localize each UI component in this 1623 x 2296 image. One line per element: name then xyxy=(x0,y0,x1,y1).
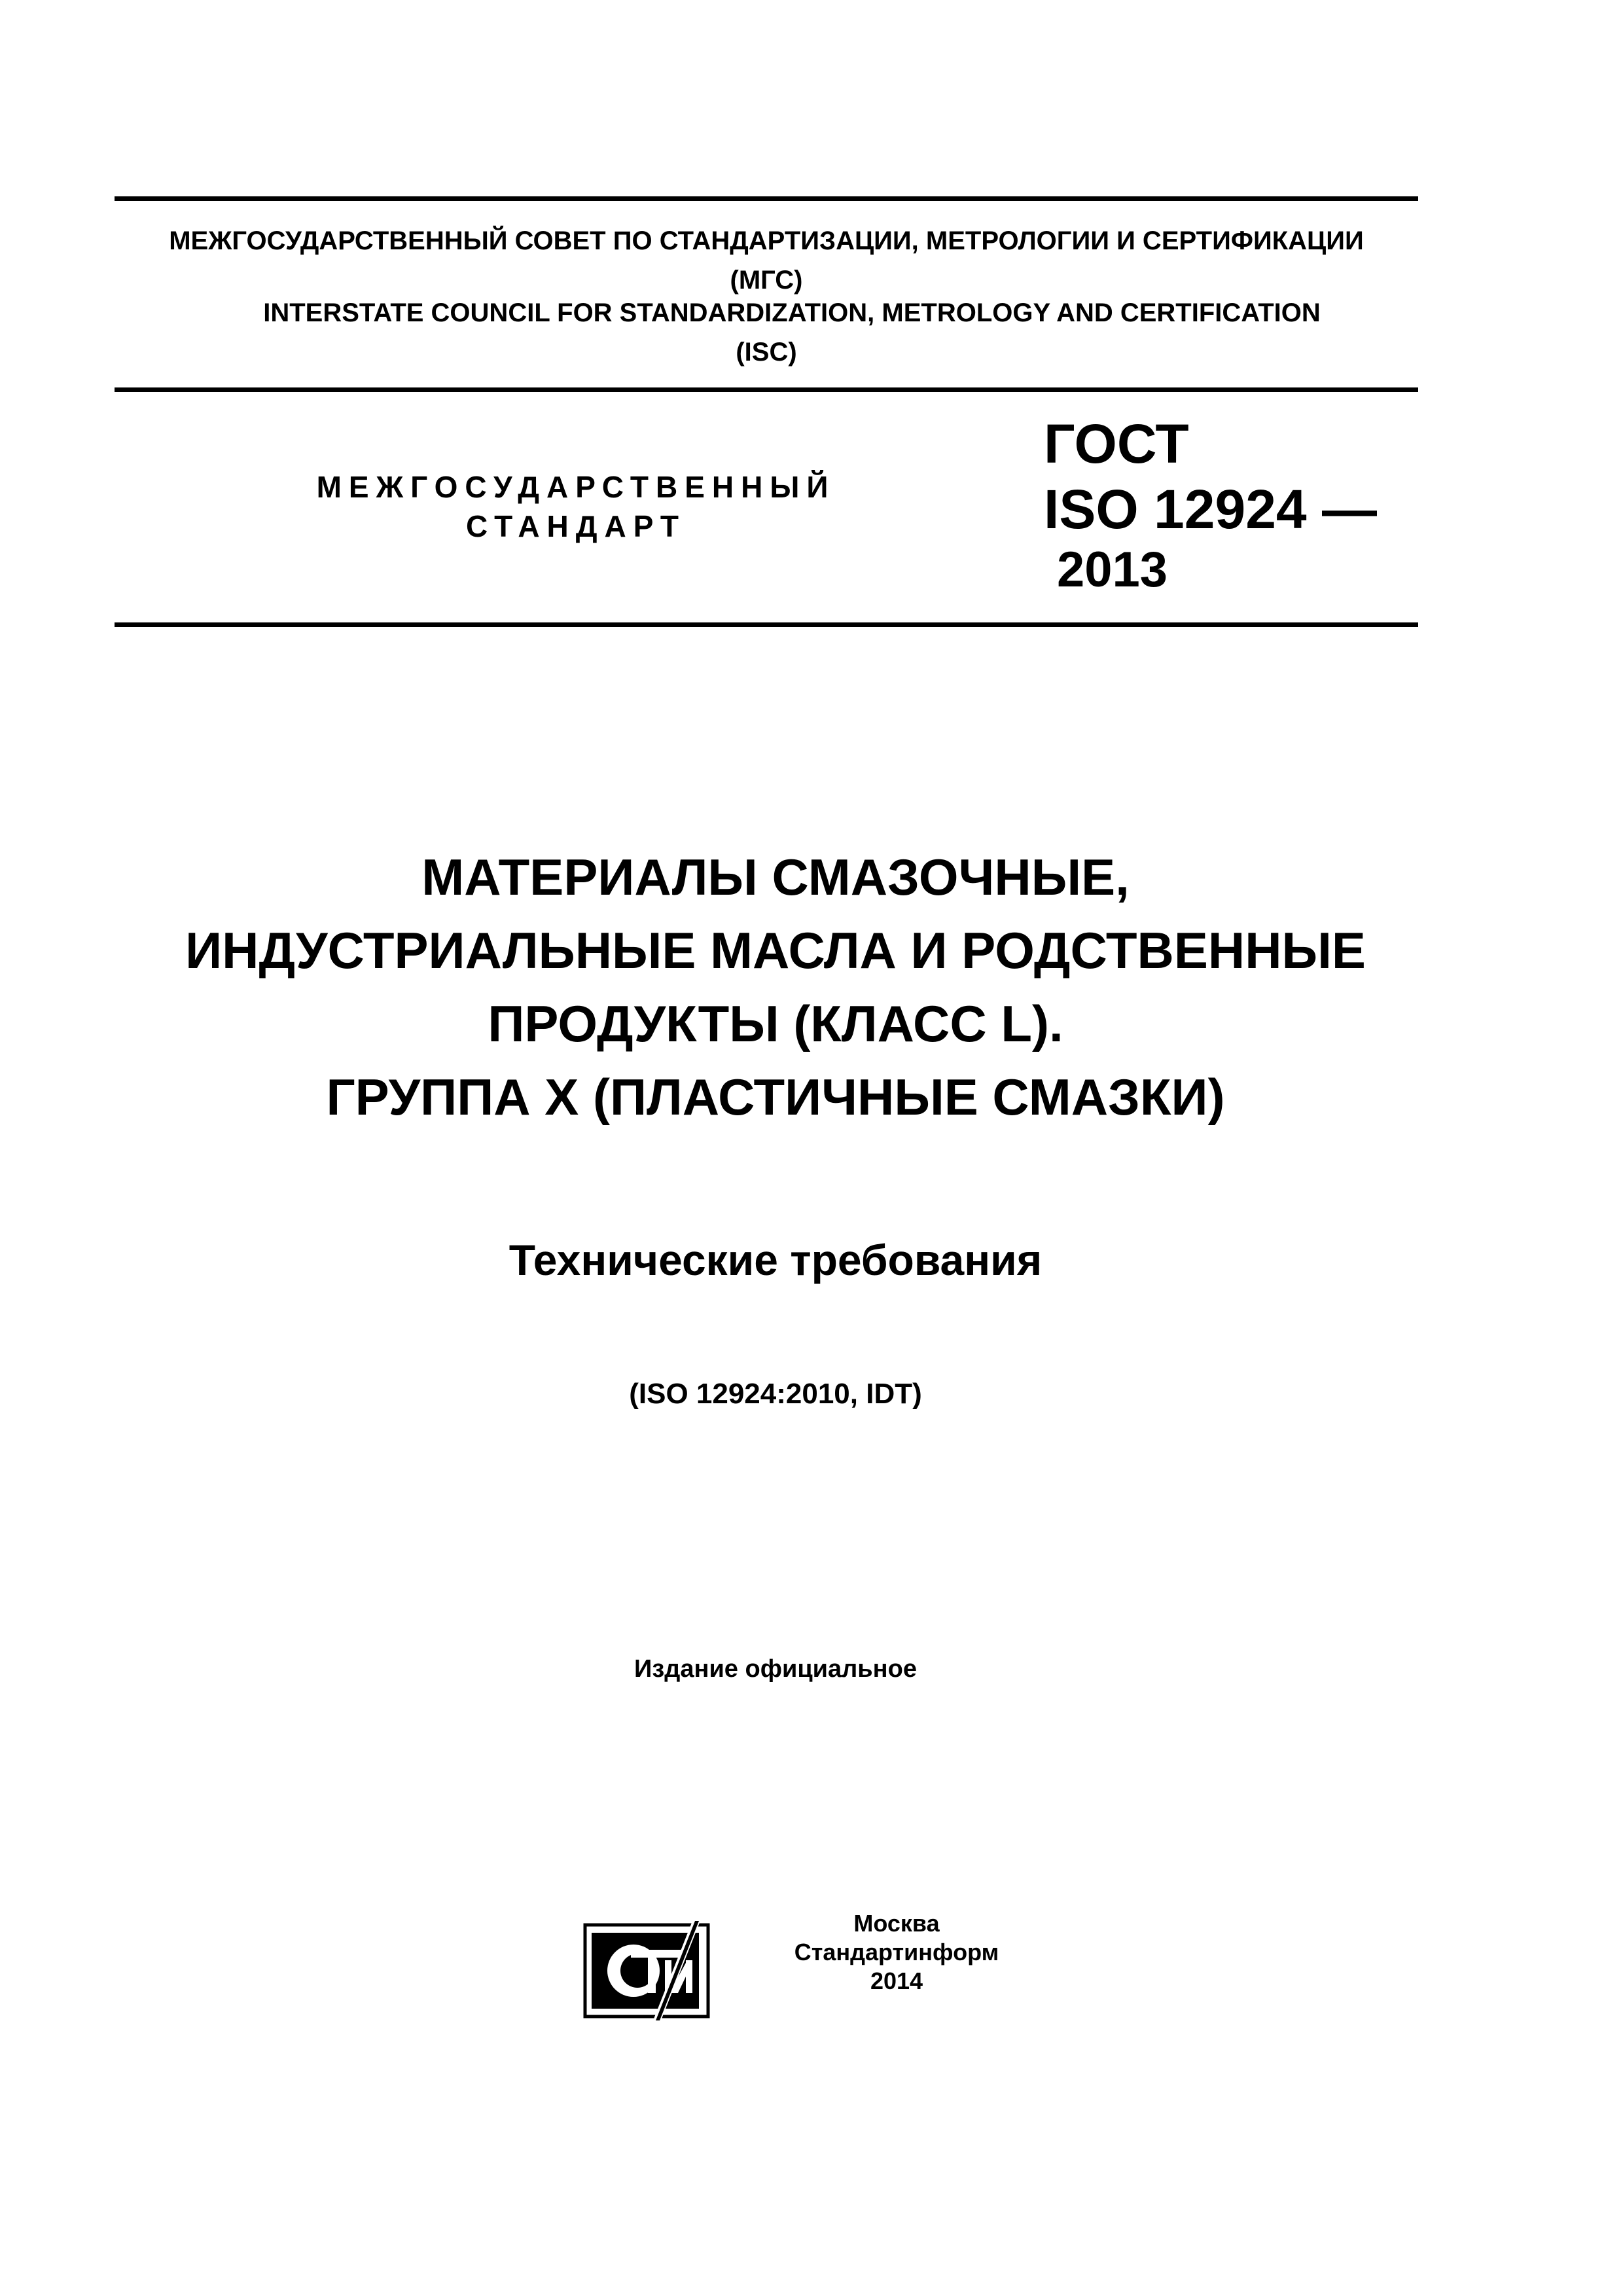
designation-number: ISO 12924 — xyxy=(1044,478,1377,540)
top-rule xyxy=(115,196,1418,201)
title-line-4: ГРУППА X (ПЛАСТИЧНЫЕ СМАЗКИ) xyxy=(326,1068,1225,1126)
designation-year: 2013 xyxy=(1057,542,1168,598)
edition-label: Издание официальное xyxy=(634,1655,917,1683)
iso-reference: (ISO 12924:2010, IDT) xyxy=(629,1378,922,1410)
subtitle: Технические требования xyxy=(508,1236,1043,1284)
standartinform-logo-icon xyxy=(582,1921,713,2020)
publisher-city: Москва xyxy=(853,1910,940,1937)
title-line-2: ИНДУСТРИАЛЬНЫЕ МАСЛА И РОДСТВЕННЫЕ xyxy=(185,922,1366,979)
standard-type-line2: СТАНДАРТ xyxy=(466,509,686,543)
title-line-3: ПРОДУКТЫ (КЛАСС L). xyxy=(488,995,1063,1052)
council-abbr-ru: (МГС) xyxy=(730,266,803,295)
designation-gost: ГОСТ xyxy=(1044,413,1189,475)
title-line-1: МАТЕРИАЛЫ СМАЗОЧНЫЕ, xyxy=(421,848,1130,906)
council-abbr-en: (ISC) xyxy=(736,338,797,367)
header-divider xyxy=(115,387,1418,392)
designation-divider xyxy=(115,622,1418,627)
publisher-name: Стандартинформ xyxy=(794,1939,999,1965)
standard-type-line1: МЕЖГОСУДАРСТВЕННЫЙ xyxy=(316,470,836,504)
council-name-en: INTERSTATE COUNCIL FOR STANDARDIZATION, METROLOGY AND CERTIFICATION xyxy=(263,298,1321,327)
council-name-ru: МЕЖГОСУДАРСТВЕННЫЙ СОВЕТ ПО СТАНДАРТИЗАЦИИ, МЕТРОЛОГИИ И СЕРТИФИКАЦИИ xyxy=(169,226,1364,255)
publisher-year: 2014 xyxy=(870,1967,923,1994)
